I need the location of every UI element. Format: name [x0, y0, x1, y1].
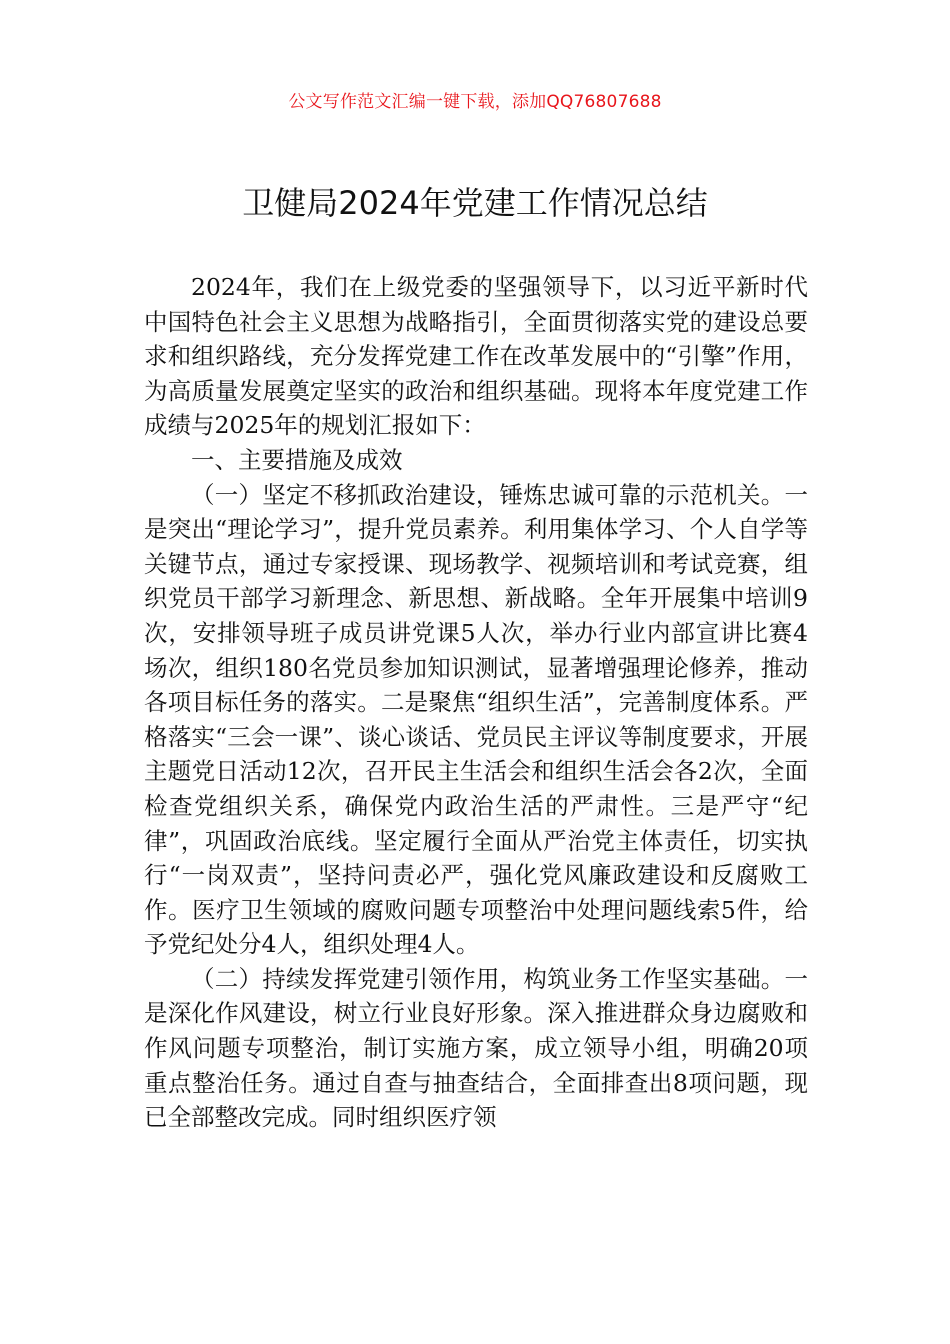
page-title: 卫健局2024年党建工作情况总结	[242, 184, 708, 222]
paragraph-party-leadership: （二）持续发挥党建引领作用，构筑业务工作坚实基础。一是深化作风建设，树立行业良好形象。深入推进群众身边腐败和作风问题专项整治，制订实施方案，成立领导小组，明确20项重点整治任务。通过自查与抽查结合，全面排查出8项问题，现已全部整改完成。同时组织医疗领	[144, 964, 808, 1132]
section-heading: 一、主要措施及成效	[191, 445, 403, 474]
document-body	[144, 270, 808, 1135]
paragraph-political-building: （一）坚定不移抓政治建设，锤炼忠诚可靠的示范机关。一是突出“理论学习”，提升党员素养。利用集体学习、个人自学等关键节点，通过专家授课、现场教学、视频培训和考试竞赛，组织党员干部学习新理念、新思想、新战略。全年开展集中培训9次，安排领导班子成员讲党课5人次，举办行业内部宣讲比赛4场次，组织180名党员参加知识测试，显著增强理论修养，推动各项目标任务的落实。二是聚焦“组织生活”，完善制度体系。严格落实“三会一课”、谈心谈话、党员民主评议等制度要求，开展主题党日活动12次，召开民主生活会和组织生活会各2次，全面检查党组织关系，确保党内政治生活的严肃性。三是严守“纪律”，巩固政治底线。坚定履行全面从严治党主体责任，切实执行“一岗双责”，坚持问责必严，强化党风廉政建设和反腐败工作。医疗卫生领域的腐败问题专项整治中处理问题线索5件，给予党纪处分4人，组织处理4人。	[144, 480, 808, 959]
header-watermark-note: 公文写作范文汇编一键下载，添加QQ76807688	[288, 92, 662, 112]
intro-paragraph: 2024年，我们在上级党委的坚强领导下，以习近平新时代中国特色社会主义思想为战略指引，全面贯彻落实党的建设总要求和组织路线，充分发挥党建工作在改革发展中的“引擎”作用，为高质量发展奠定坚实的政治和组织基础。现将本年度党建工作成绩与2025年的规划汇报如下：	[144, 273, 808, 440]
